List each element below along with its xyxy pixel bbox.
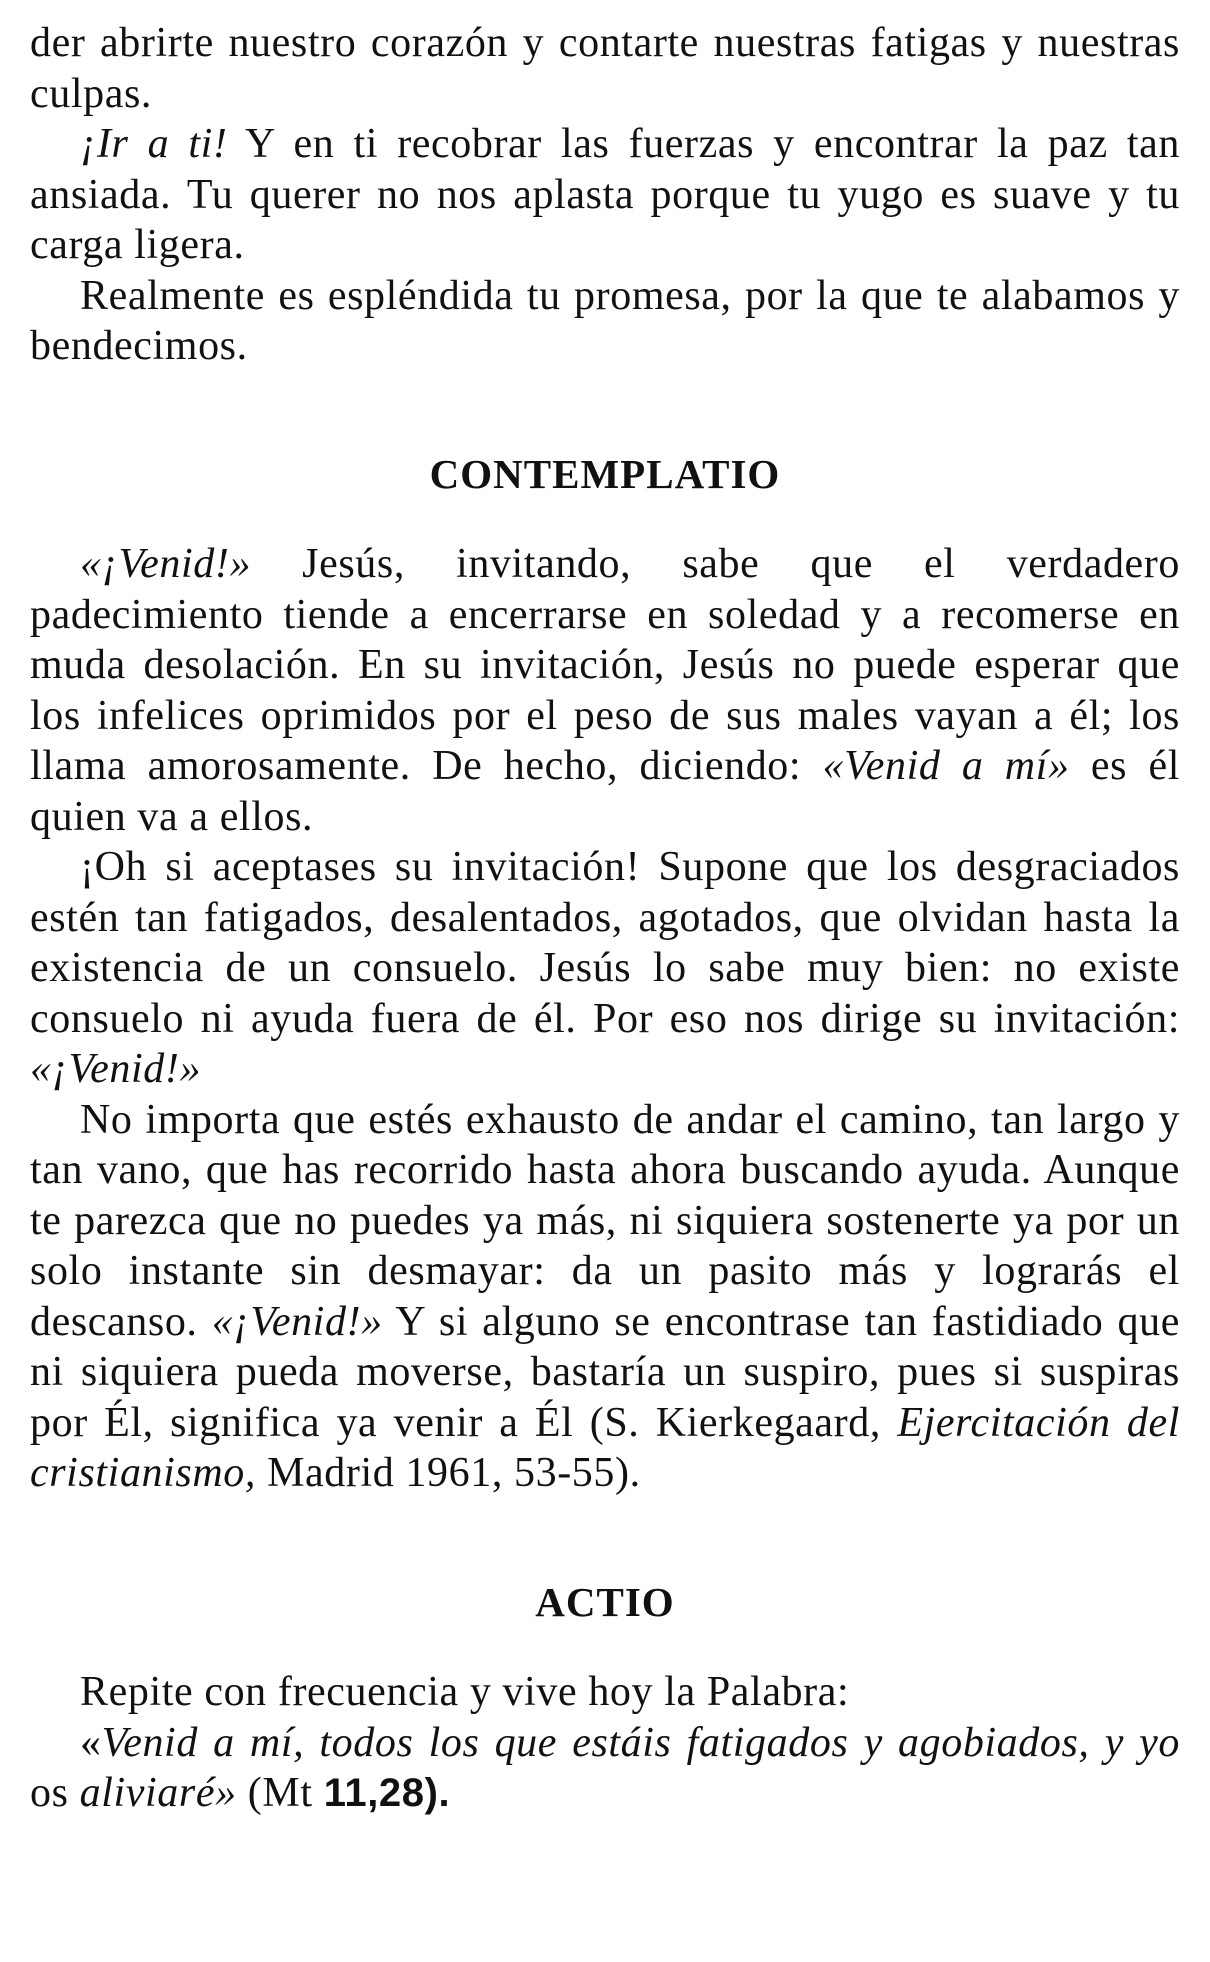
quote-italic-b: aliviaré» [79,1770,237,1816]
quote-open-mark: « [80,1719,102,1766]
page-content [30,18,1180,1819]
actio-paragraph-1 [30,1667,1180,1718]
intro-text-2: Y en ti recobrar las fuerzas y encontrar la paz tan ansiada. Tu querer no nos aplasta porque tu yugo es suave y tu carga ligera. [30,121,1180,268]
contemplatio-italic-2: «¡Venid!» [30,1046,202,1092]
intro-text-1: der abrirte nuestro corazón y contarte nuestras fatigas y nuestras culpas. [30,20,1180,117]
contemplatio-text-1b: es él quien va a ellos. [30,743,1180,840]
contemplatio-text-3b: Y si alguno se encontrase tan fastidiado que ni siquiera pueda moverse, bastaría un suspiro, pues si suspiras por Él, significa ya venir a Él (S. Kierkegaard, [30,1298,1180,1446]
reference-verse: 11,28). [323,1771,451,1815]
contemplatio-paragraph-3 [30,1095,1180,1499]
intro-text-3: Realmente es espléndida tu promesa, por la que te alabamos y bendecimos. [30,272,1180,369]
intro-italic-phrase: ¡Ir a ti! [80,121,228,167]
contemplatio-paragraph-2 [30,842,1180,1095]
quote-italic-a: Venid a mí, todos los que estáis fatigados y agobiados, y yo [101,1719,1180,1766]
intro-paragraph-1 [30,18,1180,119]
actio-text-1: Repite con frecuencia y vive hoy la Palabra: [80,1669,850,1715]
contemplatio-text-3c: Madrid 1961, 53-55). [255,1450,641,1496]
section-heading-actio: ACTIO [535,1578,675,1625]
book-title: Ejercitación del cristianismo, [30,1399,1181,1496]
contemplatio-italic-1a: «¡Venid!» [80,541,252,587]
intro-paragraph-3 [30,271,1180,372]
contemplatio-text-2: ¡Oh si aceptases su invitación! Supone que los desgraciados estén tan fatigados, desalentados, agotados, que olvidan hasta la existencia de un consuelo. Jesús lo sabe muy bien: no existe consuelo ni ayuda fuera de él. Por eso nos dirige su invitación: [30,844,1180,1042]
actio-quote [30,1718,1180,1819]
contemplatio-italic-3: «¡Venid!» [211,1298,383,1345]
contemplatio-paragraph-1 [30,539,1180,842]
contemplatio-text-3a: No importa que estés exhausto de andar el camino, tan largo y tan vano, que has recorrido hasta ahora buscando ayuda. Aunque te parezca que no puedes ya más, ni siquiera sostenerte ya por un solo instante sin desmayar: da un pasito más y lograrás el descanso. [30,1096,1180,1345]
contemplatio-italic-1b: «Venid a mí» [822,743,1070,789]
section-heading-contemplatio: CONTEMPLATIO [429,450,781,497]
intro-paragraph-2 [30,119,1180,271]
reference-open: (Mt [236,1770,324,1816]
contemplatio-text-1a: Jesús, invitando, sabe que el verdadero padecimiento tiende a encerrarse en soledad y a recomerse en muda desolación. En su invitación, Jesús no puede esperar que los infelices oprimidos por el peso de sus males vayan a él; los llama amorosamente. De hecho, diciendo: [30,541,1180,789]
quote-plain: os [30,1770,80,1816]
